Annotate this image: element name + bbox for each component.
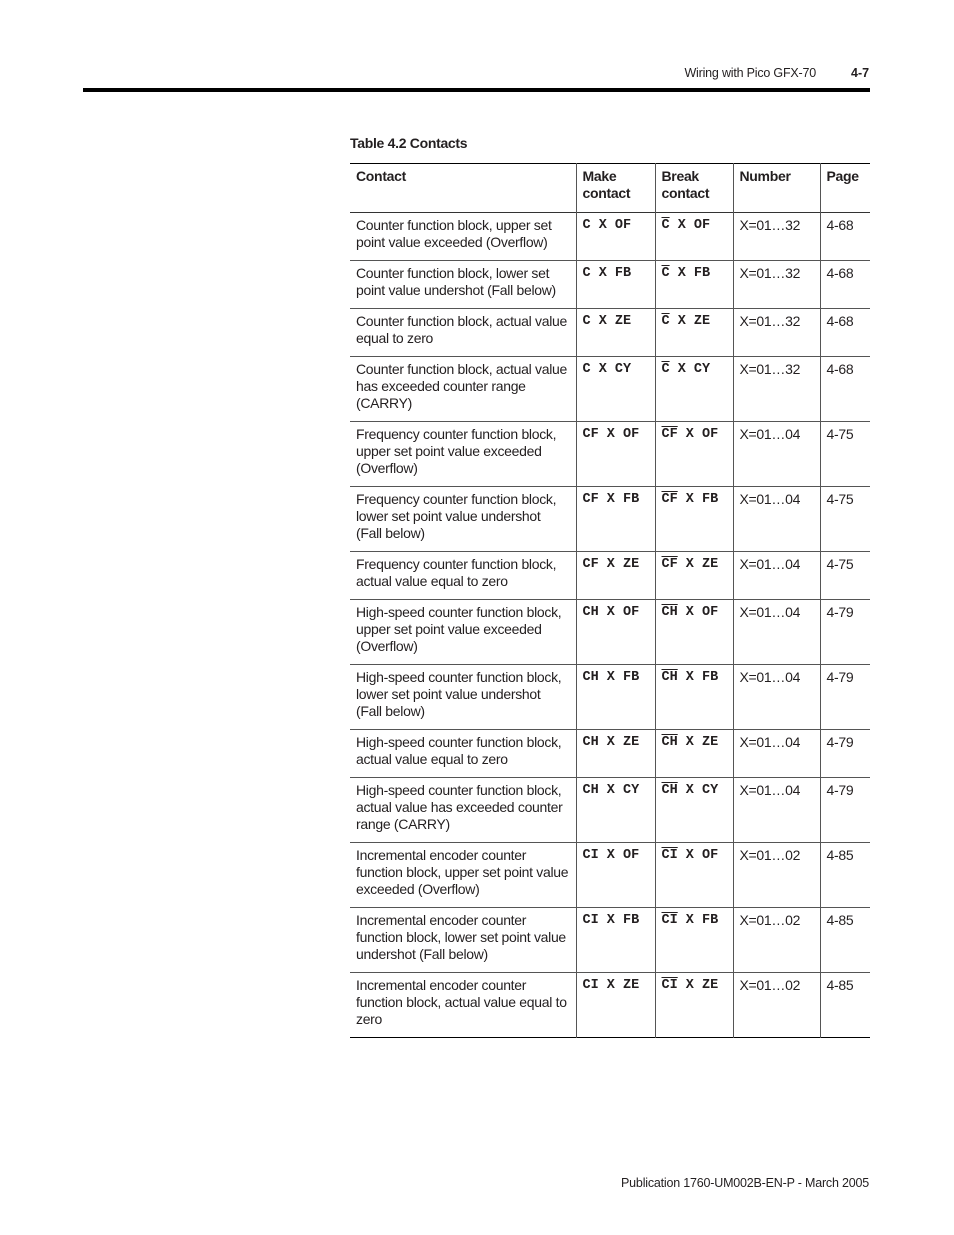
break-contact-negated-prefix: $\overline{CH}$ [661, 605, 678, 620]
contact-number-range: X=01…04 [733, 600, 820, 665]
break-contact-negated-prefix: $\overline{CH}$ [661, 783, 678, 798]
contact-number-range: X=01…32 [733, 357, 820, 422]
contact-number-range: X=01…04 [733, 730, 820, 778]
contact-description: High-speed counter function block, actual value has exceeded counter range (CARRY) [350, 778, 576, 843]
make-contact-code: C X ZE [576, 309, 655, 357]
break-contact-operand: X FB [677, 670, 719, 685]
break-contact-negated-prefix: $\overline{C}$ [661, 362, 670, 377]
make-contact-code: CF X FB [576, 487, 655, 552]
running-header-page-number: 4-7 [851, 66, 870, 80]
contact-description: High-speed counter function block, lower set point value undershot (Fall below) [350, 665, 576, 730]
table-row [350, 213, 870, 261]
break-contact-operand: X FB [677, 492, 719, 507]
contact-description: Counter function block, actual value equal to zero [350, 309, 576, 357]
contact-number-range: X=01…04 [733, 778, 820, 843]
reference-page: 4-75 [820, 487, 870, 552]
reference-page: 4-68 [820, 213, 870, 261]
break-contact-operand: X CY [669, 362, 711, 377]
break-contact-operand: X OF [677, 605, 719, 620]
table-row [350, 600, 870, 665]
column-header-break-contact: Break contact [655, 164, 733, 213]
contact-number-range: X=01…04 [733, 422, 820, 487]
break-contact-negated-prefix: $\overline{C}$ [661, 266, 670, 281]
break-contact-negated-prefix: $\overline{CH}$ [661, 670, 678, 685]
break-contact-code [655, 213, 733, 261]
break-contact-code [655, 778, 733, 843]
break-contact-operand: X ZE [677, 978, 719, 993]
publication-footer: Publication 1760-UM002B-EN-P - March 2005 [621, 1176, 869, 1190]
table-body [350, 213, 870, 1038]
table-row [350, 261, 870, 309]
contact-description: Frequency counter function block, upper set point value exceeded (Overflow) [350, 422, 576, 487]
contact-description: Counter function block, actual value has exceeded counter range (CARRY) [350, 357, 576, 422]
contact-description: Frequency counter function block, lower set point value undershot (Fall below) [350, 487, 576, 552]
break-contact-code [655, 357, 733, 422]
break-contact-operand: X CY [677, 783, 719, 798]
break-contact-negated-prefix: $\overline{CF}$ [661, 492, 678, 507]
make-contact-code: C X FB [576, 261, 655, 309]
make-contact-code: C X CY [576, 357, 655, 422]
reference-page: 4-68 [820, 309, 870, 357]
break-contact-operand: X FB [677, 913, 719, 928]
make-contact-code: CH X FB [576, 665, 655, 730]
break-contact-code [655, 309, 733, 357]
reference-page: 4-79 [820, 600, 870, 665]
break-contact-operand: X FB [669, 266, 711, 281]
table-row [350, 843, 870, 908]
break-contact-operand: X OF [669, 218, 711, 233]
reference-page: 4-85 [820, 843, 870, 908]
break-contact-code [655, 422, 733, 487]
break-contact-operand: X ZE [677, 735, 719, 750]
contact-description: Frequency counter function block, actual value equal to zero [350, 552, 576, 600]
break-contact-code [655, 261, 733, 309]
break-contact-negated-prefix: $\overline{CH}$ [661, 735, 678, 750]
contact-number-range: X=01…04 [733, 665, 820, 730]
reference-page: 4-85 [820, 908, 870, 973]
contact-description: Incremental encoder counter function block, upper set point value exceeded (Overflow) [350, 843, 576, 908]
reference-page: 4-75 [820, 422, 870, 487]
make-contact-code: CI X OF [576, 843, 655, 908]
contact-description: Counter function block, lower set point value undershot (Fall below) [350, 261, 576, 309]
break-contact-negated-prefix: $\overline{C}$ [661, 314, 670, 329]
column-header-make-contact: Make contact [576, 164, 655, 213]
contact-number-range: X=01…02 [733, 908, 820, 973]
contact-description: High-speed counter function block, upper set point value exceeded (Overflow) [350, 600, 576, 665]
table-row [350, 422, 870, 487]
contact-number-range: X=01…02 [733, 973, 820, 1038]
reference-page: 4-85 [820, 973, 870, 1038]
table-row [350, 309, 870, 357]
break-contact-negated-prefix: $\overline{CI}$ [661, 848, 678, 863]
contact-number-range: X=01…32 [733, 213, 820, 261]
break-contact-operand: X ZE [669, 314, 711, 329]
break-contact-negated-prefix: $\overline{CF}$ [661, 427, 678, 442]
running-header-title: Wiring with Pico GFX-70 [684, 66, 816, 80]
break-contact-code [655, 730, 733, 778]
reference-page: 4-68 [820, 261, 870, 309]
reference-page: 4-75 [820, 552, 870, 600]
table-row [350, 730, 870, 778]
contact-number-range: X=01…04 [733, 487, 820, 552]
table-header-row [350, 164, 870, 213]
table-row [350, 487, 870, 552]
contacts-table [350, 163, 870, 1038]
contact-number-range: X=01…02 [733, 843, 820, 908]
make-contact-code: C X OF [576, 213, 655, 261]
make-contact-code: CH X ZE [576, 730, 655, 778]
reference-page: 4-68 [820, 357, 870, 422]
break-contact-negated-prefix: $\overline{CI}$ [661, 978, 678, 993]
make-contact-code: CF X OF [576, 422, 655, 487]
break-contact-code [655, 552, 733, 600]
contact-description: Incremental encoder counter function block, actual value equal to zero [350, 973, 576, 1038]
table-row [350, 973, 870, 1038]
table-row [350, 357, 870, 422]
contact-number-range: X=01…04 [733, 552, 820, 600]
table-row [350, 552, 870, 600]
make-contact-code: CI X FB [576, 908, 655, 973]
contact-number-range: X=01…32 [733, 261, 820, 309]
break-contact-negated-prefix: $\overline{CF}$ [661, 557, 678, 572]
column-header-page: Page [820, 164, 870, 213]
break-contact-negated-prefix: $\overline{CI}$ [661, 913, 678, 928]
contact-description: High-speed counter function block, actual value equal to zero [350, 730, 576, 778]
break-contact-code [655, 487, 733, 552]
break-contact-code [655, 908, 733, 973]
contact-number-range: X=01…32 [733, 309, 820, 357]
column-header-number: Number [733, 164, 820, 213]
break-contact-operand: X OF [677, 427, 719, 442]
break-contact-negated-prefix: $\overline{C}$ [661, 218, 670, 233]
table-row [350, 908, 870, 973]
reference-page: 4-79 [820, 778, 870, 843]
contact-description: Counter function block, upper set point value exceeded (Overflow) [350, 213, 576, 261]
break-contact-code [655, 843, 733, 908]
break-contact-code [655, 973, 733, 1038]
table-caption: Table 4.2 Contacts [350, 135, 468, 151]
make-contact-code: CH X CY [576, 778, 655, 843]
column-header-contact: Contact [350, 164, 576, 213]
reference-page: 4-79 [820, 730, 870, 778]
make-contact-code: CH X OF [576, 600, 655, 665]
header-rule [83, 88, 870, 92]
contact-description: Incremental encoder counter function block, lower set point value undershot (Fall below) [350, 908, 576, 973]
table-row [350, 778, 870, 843]
table-row [350, 665, 870, 730]
make-contact-code: CF X ZE [576, 552, 655, 600]
break-contact-operand: X OF [677, 848, 719, 863]
break-contact-code [655, 665, 733, 730]
break-contact-operand: X ZE [677, 557, 719, 572]
reference-page: 4-79 [820, 665, 870, 730]
break-contact-code [655, 600, 733, 665]
make-contact-code: CI X ZE [576, 973, 655, 1038]
